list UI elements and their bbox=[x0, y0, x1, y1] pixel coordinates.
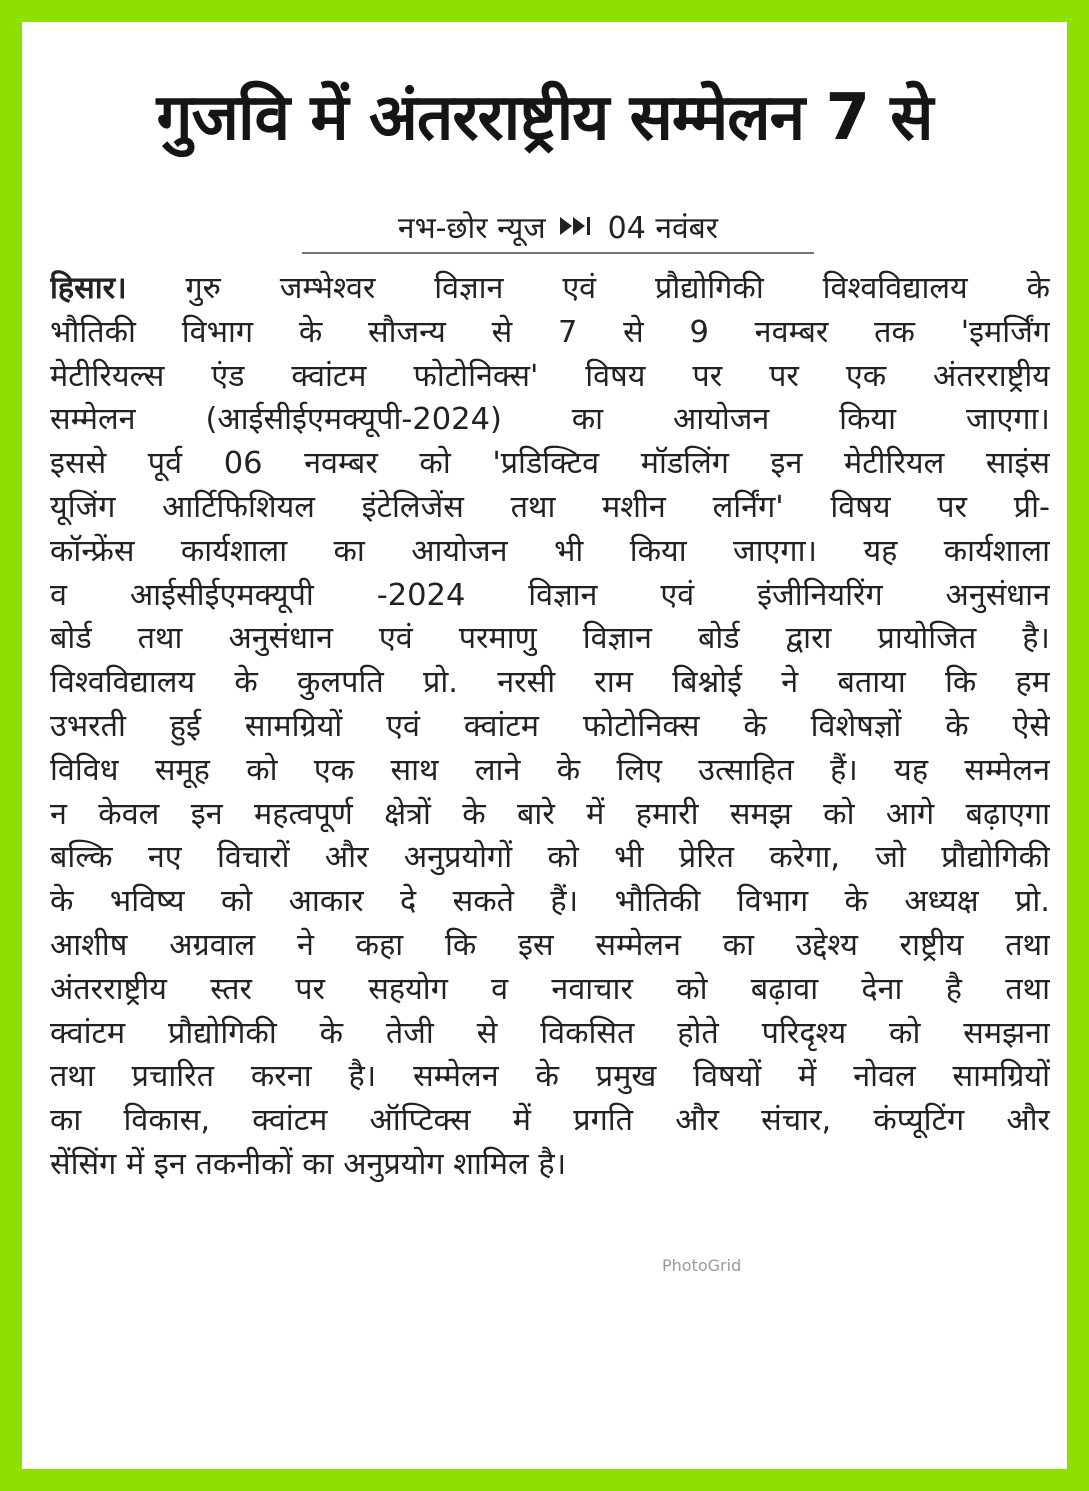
body-line: के भविष्य को आकार दे सकते हैं। भौतिकी विभाग के अध्यक्ष प्रो. bbox=[50, 884, 1050, 920]
body-line: न केवल इन महत्वपूर्ण क्षेत्रों के बारे में हमारी समझ को आगे बढ़ाएगा bbox=[50, 796, 1050, 832]
body-line: अंतरराष्ट्रीय स्तर पर सहयोग व नवाचार को बढ़ावा देना है तथा bbox=[50, 971, 1050, 1007]
body-line: उभरती हुई सामग्रियों एवं क्वांटम फोटोनिक्स के विशेषज्ञों के ऐसे bbox=[50, 708, 1050, 744]
body-line: का विकास, क्वांटम ऑप्टिक्स में प्रगति और संचार, कंप्यूटिंग और bbox=[50, 1103, 1050, 1139]
body-line bbox=[50, 267, 1050, 311]
body-line: विश्वविद्यालय के कुलपति प्रो. नरसी राम बिश्नोई ने बताया कि हम bbox=[50, 665, 1050, 701]
body-line: सम्मेलन (आईसीईएमक्यूपी-2024) का आयोजन किया जाएगा। bbox=[50, 402, 1050, 438]
body-line: आशीष अग्रवाल ने कहा कि इस सम्मेलन का उद्देश्य राष्ट्रीय तथा bbox=[50, 927, 1050, 963]
body-line: इससे पूर्व 06 नवम्बर को 'प्रडिक्टिव मॉडलिंग इन मेटीरियल साइंस bbox=[50, 446, 1050, 482]
body-line: बल्कि नए विचारों और अनुप्रयोगों को भी प्रेरित करेगा, जो प्रौद्योगिकी bbox=[50, 840, 1050, 876]
body-line: विविध समूह को एक साथ लाने के लिए उत्साहित हैं। यह सम्मेलन bbox=[50, 752, 1050, 788]
body-line: कॉन्फ्रेंस कार्यशाला का आयोजन भी किया जाएगा। यह कार्यशाला bbox=[50, 533, 1050, 569]
source-name: नभ-छोर न्यूज bbox=[397, 210, 546, 246]
body-line-text: गुरु जम्भेश्वर विज्ञान एवं प्रौद्योगिकी विश्वविद्यालय के bbox=[126, 271, 1050, 306]
headline: गुजवि में अंतरराष्ट्रीय सम्मेलन 7 से bbox=[156, 81, 933, 155]
article-body bbox=[50, 267, 1050, 1187]
body-line: बोर्ड तथा अनुसंधान एवं परमाणु विज्ञान बोर्ड द्वारा प्रायोजित है। bbox=[50, 621, 1050, 657]
watermark: PhotoGrid bbox=[662, 1256, 742, 1275]
fast-forward-end-icon bbox=[558, 215, 596, 237]
body-line: सेंसिंग में इन तकनीकों का अनुप्रयोग शामिल है। bbox=[50, 1146, 567, 1182]
article-clipping bbox=[22, 22, 1067, 1469]
dateline bbox=[302, 200, 814, 254]
body-line: यूजिंग आर्टिफिशियल इंटेलिजेंस तथा मशीन लर्निंग' विषय पर प्री- bbox=[50, 489, 1050, 525]
body-line: भौतिकी विभाग के सौजन्य से 7 से 9 नवम्बर तक 'इमर्जिंग bbox=[50, 314, 1050, 350]
body-line: तथा प्रचारित करना है। सम्मेलन के प्रमुख विषयों में नोवल सामग्रियों bbox=[50, 1059, 1050, 1095]
body-line: व आईसीईएमक्यूपी -2024 विज्ञान एवं इंजीनियरिंग अनुसंधान bbox=[50, 577, 1050, 613]
body-line: क्वांटम प्रौद्योगिकी के तेजी से विकसित होते परिदृश्य को समझना bbox=[50, 1015, 1050, 1051]
body-line: मेटीरियल्स एंड क्वांटम फोटोनिक्स' विषय पर पर एक अंतरराष्ट्रीय bbox=[50, 358, 1050, 394]
article-date: 04 नवंबर bbox=[607, 210, 719, 246]
dateline-place: हिसार। bbox=[50, 271, 127, 306]
